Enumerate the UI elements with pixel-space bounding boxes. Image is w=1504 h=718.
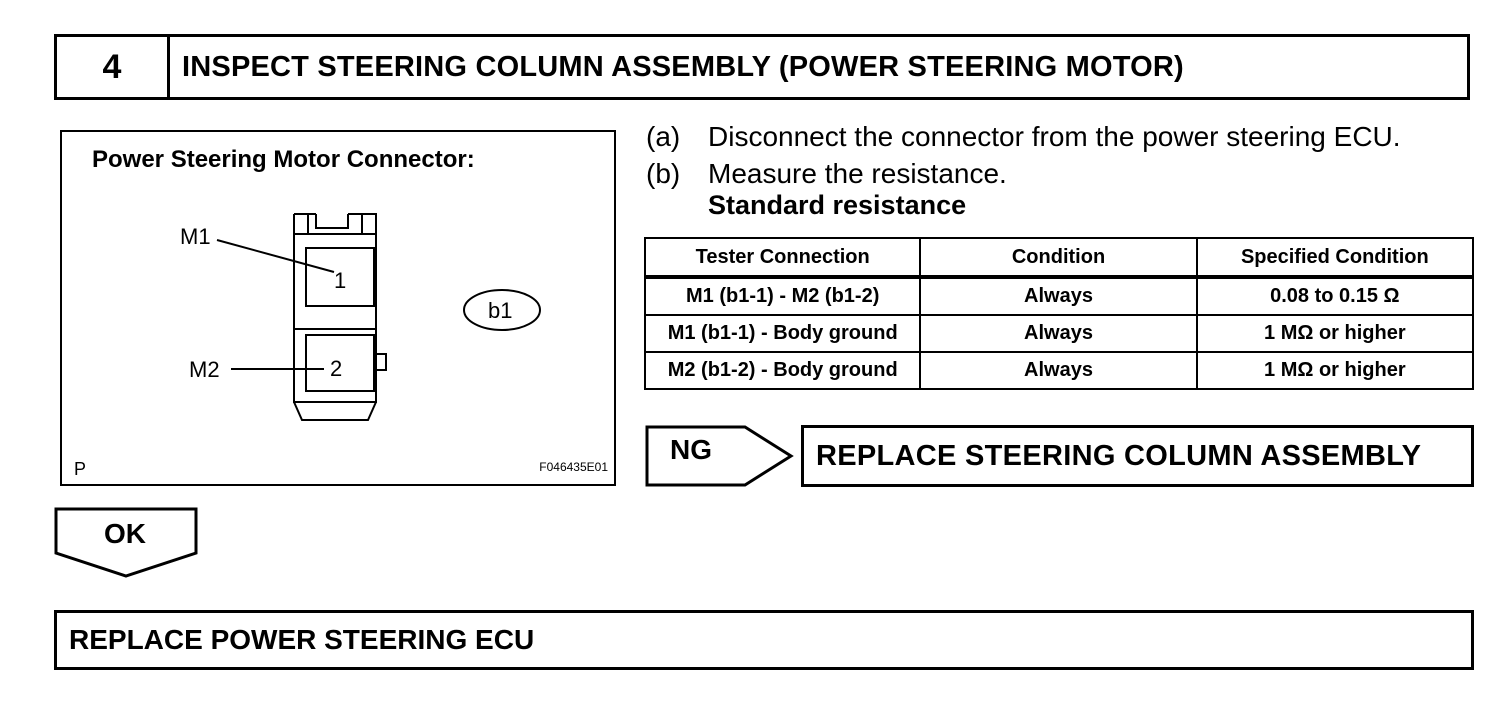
table-cell: 1 MΩ or higher bbox=[1197, 315, 1473, 352]
figure-corner-letter: P bbox=[74, 459, 87, 479]
step-title: INSPECT STEERING COLUMN ASSEMBLY (POWER STEERING MOTOR) bbox=[182, 50, 1184, 83]
table-row bbox=[645, 315, 1473, 352]
table-cell: Always bbox=[920, 315, 1196, 352]
resistance-table bbox=[644, 237, 1474, 390]
connector-diagram bbox=[62, 132, 618, 488]
table-cell: M1 (b1-1) - M2 (b1-2) bbox=[645, 277, 920, 315]
table-cell: 0.08 to 0.15 Ω bbox=[1197, 277, 1473, 315]
table-row bbox=[645, 277, 1473, 315]
label-pin-1: 1 bbox=[334, 268, 347, 293]
step-header bbox=[54, 34, 1470, 100]
table-header-row bbox=[645, 238, 1473, 277]
instruction-list bbox=[646, 118, 1401, 192]
label-m2: M2 bbox=[189, 357, 220, 382]
table-cell: Always bbox=[920, 352, 1196, 389]
label-connector-b1: b1 bbox=[488, 298, 513, 323]
table-header: Condition bbox=[920, 238, 1196, 277]
table-row bbox=[645, 352, 1473, 389]
instruction-text: Disconnect the connector from the power steering ECU. bbox=[708, 121, 1401, 152]
instruction-label: (b) bbox=[646, 158, 681, 189]
connector-figure bbox=[60, 130, 616, 486]
instruction-item bbox=[646, 155, 1401, 192]
standard-resistance-label: Standard resistance bbox=[708, 190, 967, 220]
table-cell: M1 (b1-1) - Body ground bbox=[645, 315, 920, 352]
ng-arrow-icon bbox=[645, 425, 795, 487]
ng-action-box: REPLACE STEERING COLUMN ASSEMBLY bbox=[801, 425, 1474, 487]
instruction-label: (a) bbox=[646, 121, 681, 152]
step-number: 4 bbox=[57, 37, 170, 97]
figure-code: F046435E01 bbox=[539, 460, 608, 474]
ok-label: OK bbox=[104, 518, 146, 549]
instruction-item bbox=[646, 118, 1401, 155]
table-header: Specified Condition bbox=[1197, 238, 1473, 277]
table-cell: Always bbox=[920, 277, 1196, 315]
table-cell: M2 (b1-2) - Body ground bbox=[645, 352, 920, 389]
ng-label: NG bbox=[670, 434, 712, 465]
label-pin-2: 2 bbox=[330, 356, 343, 381]
label-m1: M1 bbox=[180, 224, 211, 249]
final-action-box: REPLACE POWER STEERING ECU bbox=[54, 610, 1474, 670]
table-header: Tester Connection bbox=[645, 238, 920, 277]
table-cell: 1 MΩ or higher bbox=[1197, 352, 1473, 389]
figure-title: Power Steering Motor Connector: bbox=[92, 146, 475, 173]
instruction-text: Measure the resistance. bbox=[708, 158, 1007, 189]
